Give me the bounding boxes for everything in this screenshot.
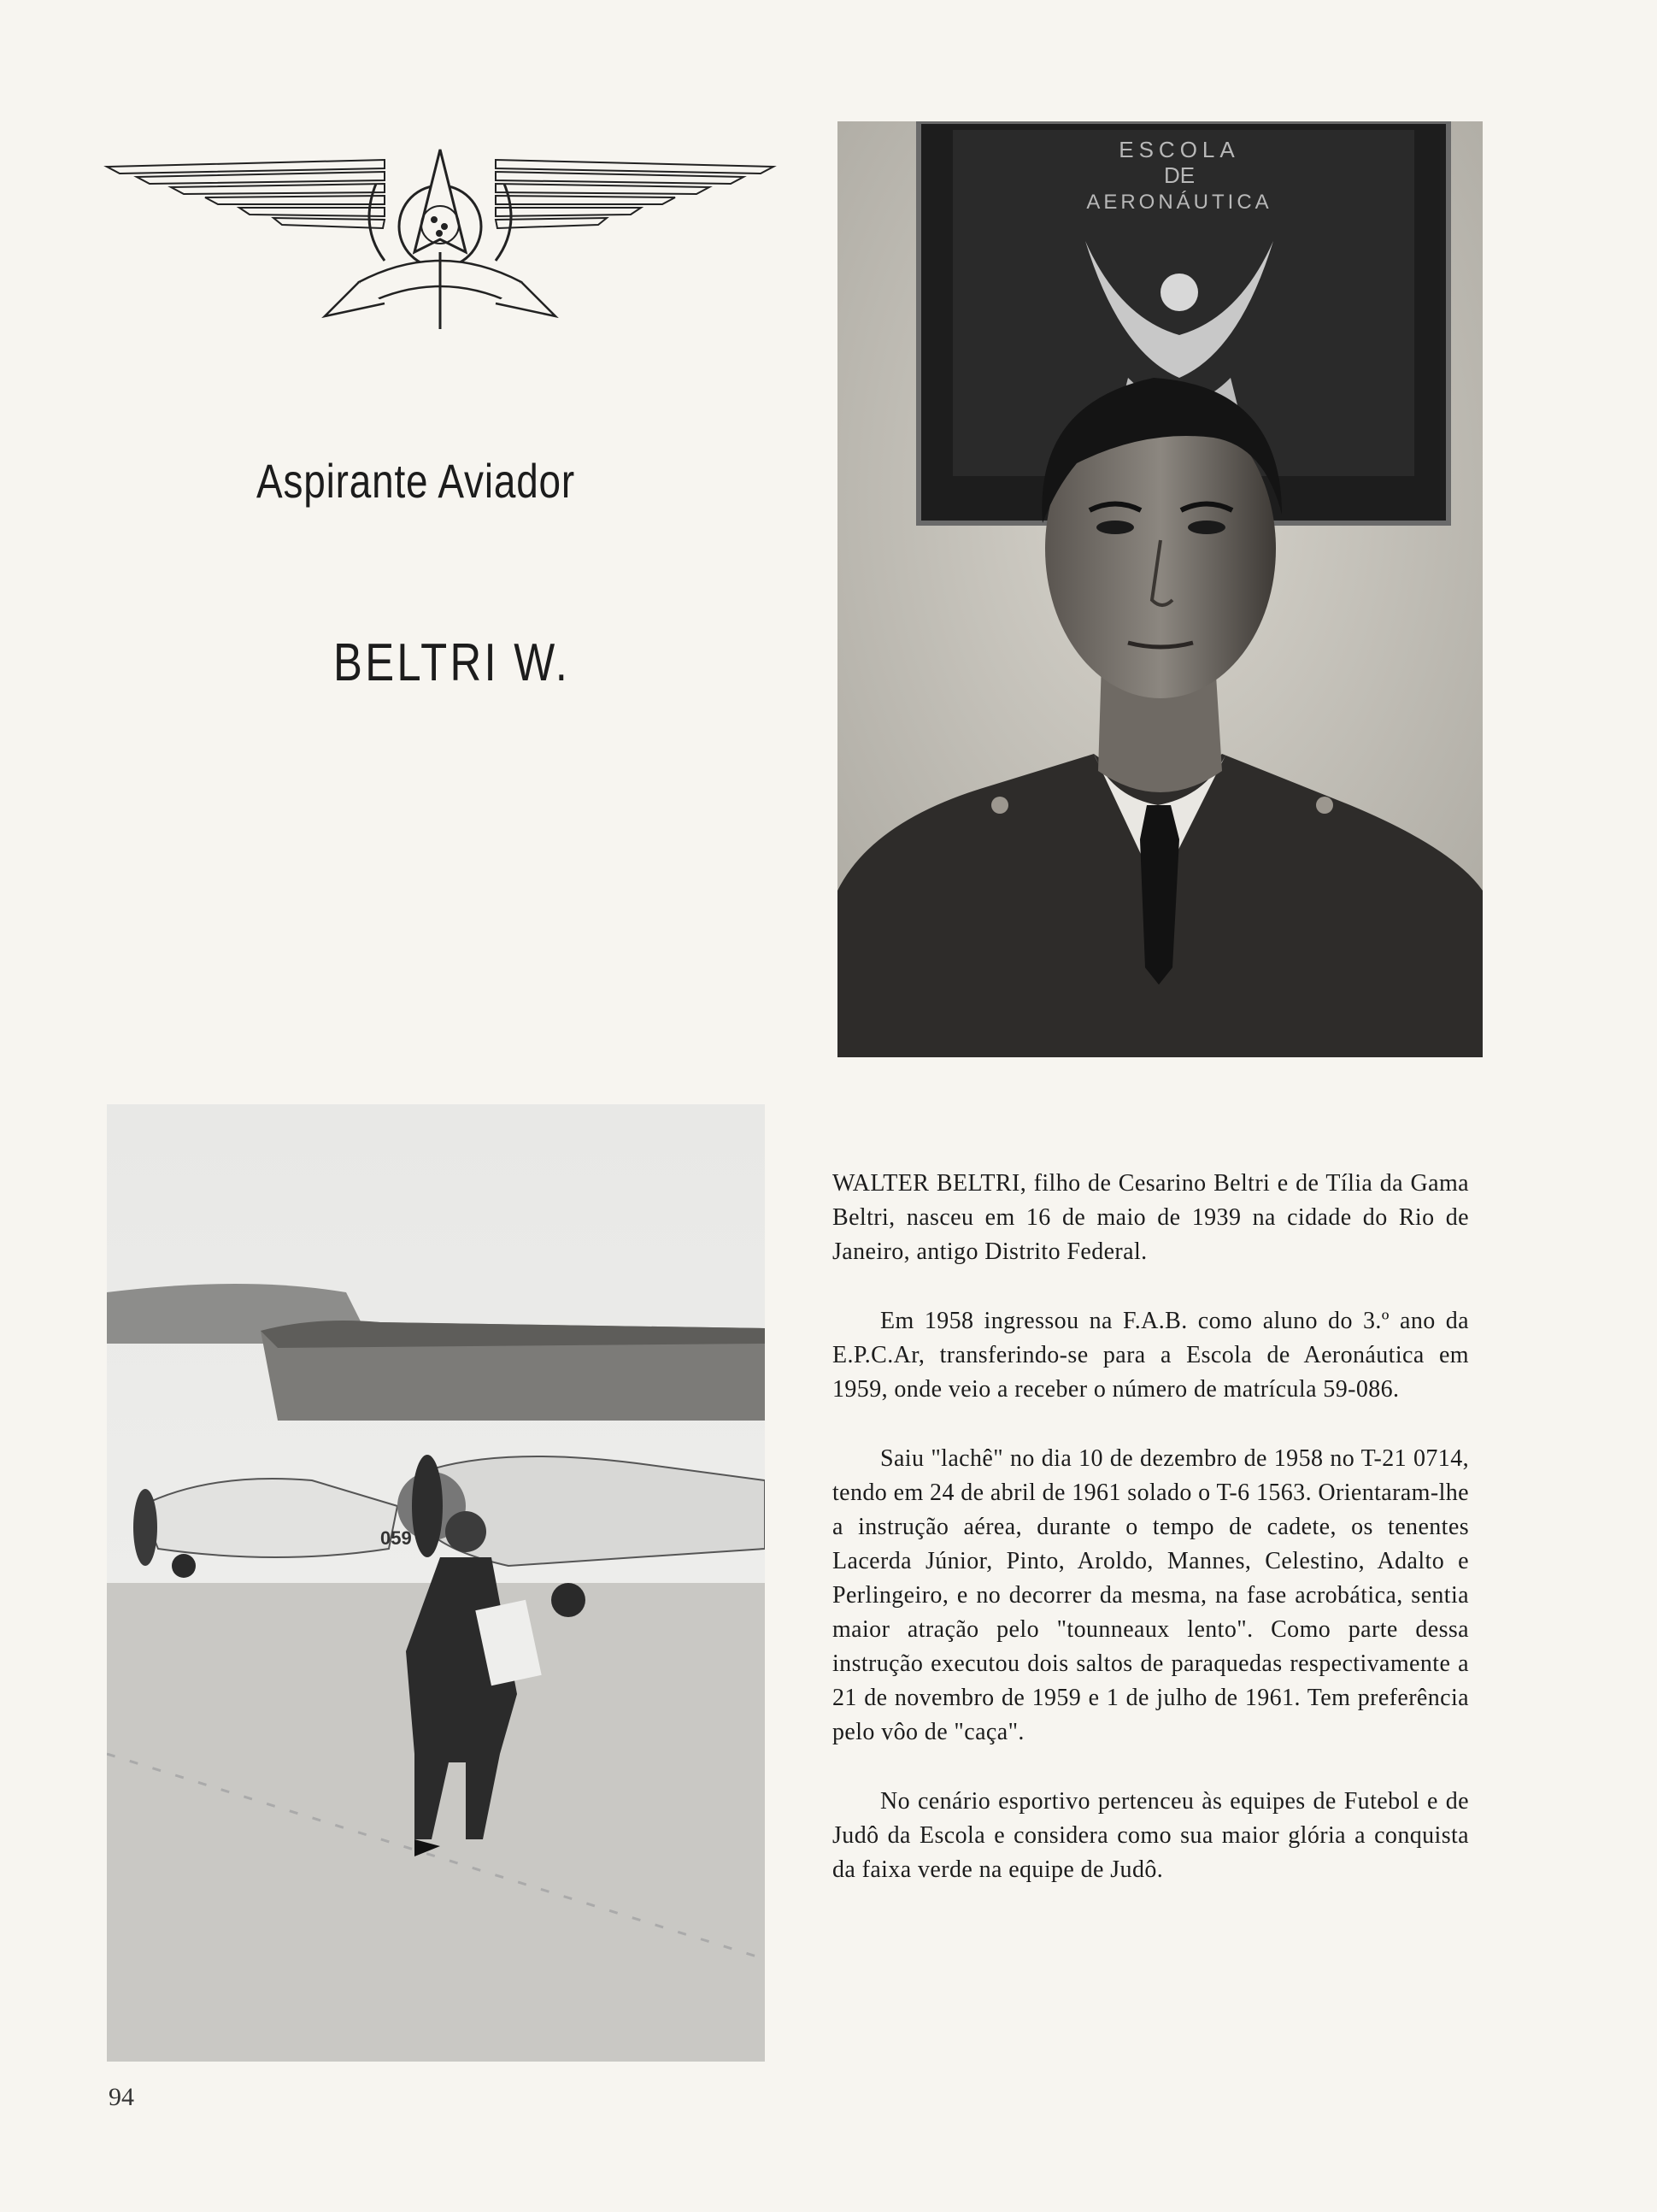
svg-text:AERONÁUTICA: AERONÁUTICA [1086,191,1272,214]
rank-title: Aspirante Aviador [256,454,576,508]
aircraft-hangar-photo [107,1104,765,2062]
wings-emblem-icon [103,132,778,338]
page-number: 94 [109,2083,134,2111]
biography-paragraph-3: Saiu "lachê" no dia 10 de dezembro de 1958 no T-21 0714, tendo em 24 de abril de 1961 solado o T-6 1563. Orientaram-lhe a instrução aérea, durante o tempo de cadete, os tenentes Lacerda Júnior, Pinto, Aroldo, Mannes, Celestino, Adalto e Perlingeiro, e no decorrer da mesma, na fase acrobática, sentia maior atração pelo "tounneaux lento". Como parte dessa instrução executou dois saltos de paraquedas respectivamente a 21 de novembro de 1959 e 1 de julho de 1961. Tem preferência pelo vôo de "caça". [832,1445,1469,1745]
portrait-photo [837,121,1483,1057]
biography-paragraph-1: WALTER BELTRI, filho de Cesarino Beltri e de Tília da Gama Beltri, nasceu em 16 de maio de 1939 na cidade do Rio de Janeiro, antigo Distrito Federal. [832,1170,1469,1265]
biography-paragraph-2: Em 1958 ingressou na F.A.B. como aluno do 3.º ano da E.P.C.Ar, transferindo-se para a Escola de Aeronáutica em 1959, onde veio a receber o número de matrícula 59-086. [832,1308,1469,1403]
cadet-name: BELTRI W. [333,633,571,692]
biography-text [832,1167,1469,1922]
svg-text:ESCOLA: ESCOLA [1119,137,1240,162]
svg-text:059: 059 [380,1527,412,1549]
biography-paragraph-4: No cenário esportivo pertenceu às equipes de Futebol e de Judô da Escola e considera como sua maior glória a conquista da faixa verde na equipe de Judô. [832,1788,1469,1883]
svg-text:DE: DE [1163,162,1196,188]
